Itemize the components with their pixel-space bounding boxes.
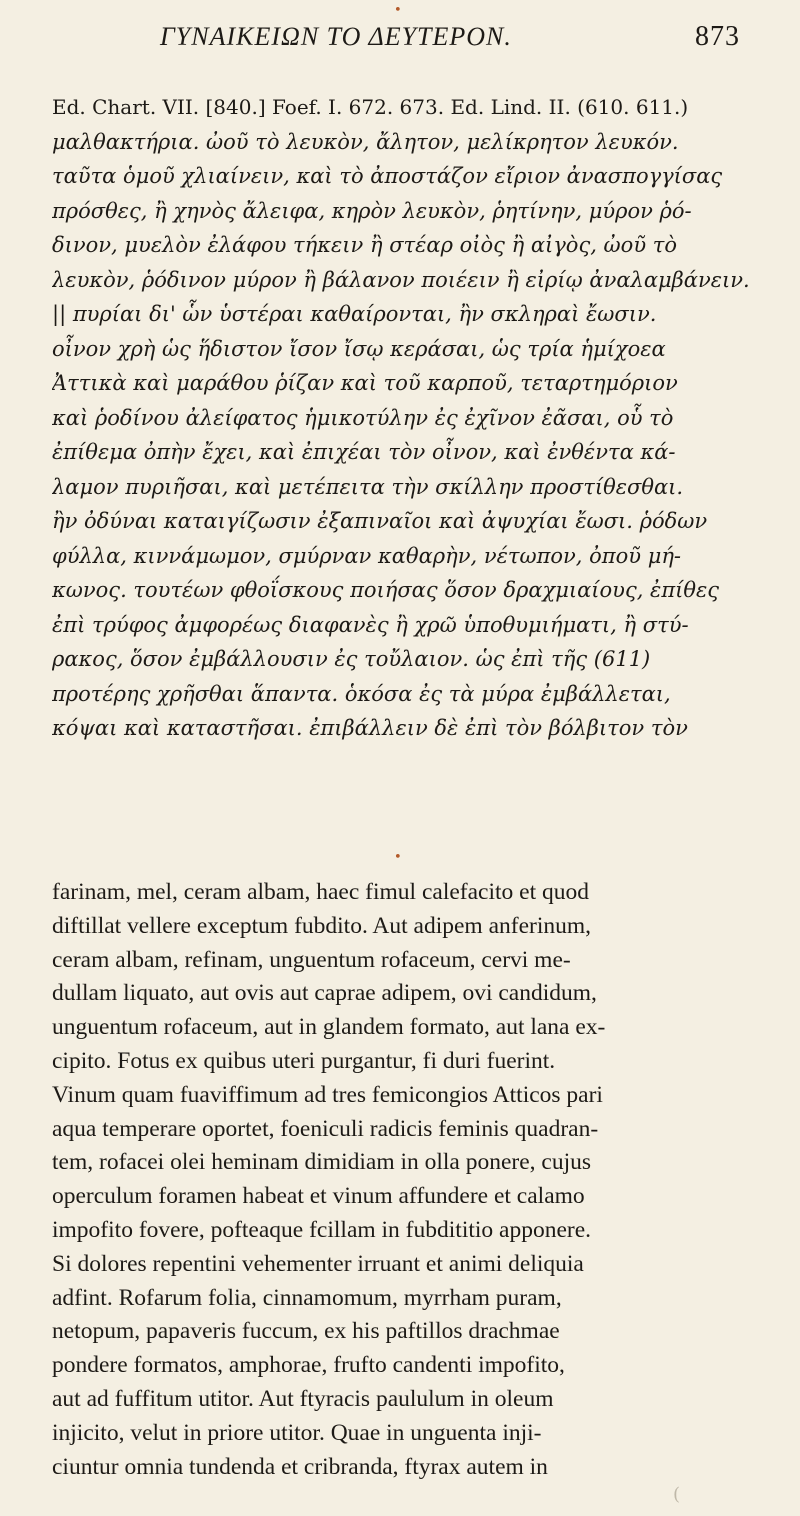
latin-text-line: Vinum quam fuaviffimum ad tres femicongios Atticos pari (52, 1081, 603, 1108)
greek-text-line: ἐπίθεμα ὀπὴν ἔχει, καὶ ἐπιχέαι τὸν οἶνον, καὶ ἐνθέντα κά- (52, 440, 676, 464)
greek-text-line: καὶ ῥοδίνου ἀλείφατος ἡμικοτύλην ἐς ἐχῖνον ἐᾶσαι, οὗ τὸ (52, 405, 674, 430)
latin-text-line: dullam liquato, aut ovis aut caprae adipem, ovi candidum, (52, 980, 597, 1007)
greek-text-line: δινον, μυελὸν ἐλάφου τήκειν ἢ στέαρ οἰὸς ἢ αἰγὸς, ὠοῦ τὸ (52, 233, 678, 257)
printer-mark: • (394, 3, 402, 18)
latin-text-line: ceram albam, refinam, unguentum rofaceum, cervi me- (52, 946, 571, 973)
greek-text-line: ἐπὶ τρύφος ἀμφορέως διαφανὲς ἢ χρῶ ὑποθυμιήματι, ἢ στύ- (52, 612, 689, 637)
latin-text-line: ciuntur omnia tundenda et cribranda, ftyrax autem in (52, 1453, 548, 1480)
latin-text-line: Si dolores repentini vehementer irruant et animi deliquia (52, 1250, 584, 1277)
latin-text-line: operculum foramen habeat et vinum affundere et calamo (52, 1183, 585, 1210)
greek-text-block (52, 90, 757, 746)
latin-text-line: unguentum rofaceum, aut in glandem formato, aut lana ex- (52, 1014, 606, 1041)
latin-text-line: aqua temperare oportet, foeniculi radicis feminis quadran- (52, 1115, 599, 1142)
latin-text-line: aut ad fuffitum utitor. Aut ftyracis paululum in oleum (52, 1385, 554, 1412)
latin-text-line: netopum, papaveris fuccum, ex his paftillos drachmae (52, 1318, 560, 1345)
section-divider-mark: • (394, 850, 402, 865)
greek-text-line: οἶνον χρὴ ὡς ἥδιστον ἴσον ἴσῳ κεράσαι, ὡς τρία ἡμίχοεα (52, 336, 666, 361)
latin-text-line: tem, rofacei olei heminam dimidiam in olla ponere, cujus (52, 1149, 592, 1176)
greek-text-line: Ἀττικὰ καὶ μαράθου ῥίζαν καὶ τοῦ καρποῦ, τεταρτημόριον (52, 371, 678, 395)
greek-text-line: ἢν ὀδύναι καταιγίζωσιν ἐξαπιναῖοι καὶ ἀψυχίαι ἔωσι. ῥόδων (52, 509, 708, 533)
running-head (160, 20, 740, 54)
greek-text-line: κόψαι καὶ καταστῆσαι. ἐπιβάλλειν δὲ ἐπὶ τὸν βόλβιτον τὸν (52, 716, 688, 740)
latin-text-line: impofito fovere, pofteaque fcillam in fubdititio apponere. (52, 1216, 592, 1243)
greek-text-line: Ed. Chart. VII. [840.] Foef. I. 672. 673. Ed. Lind. II. (610. 611.) (52, 95, 689, 119)
page-number: 873 (695, 21, 740, 52)
latin-text-line: cipito. Fotus ex quibus uteri purgantur, fi duri fuerint. (52, 1047, 556, 1074)
greek-text-line: προτέρης χρῆσθαι ἅπαντα. ὁκόσα ἐς τὰ μύρα ἐμβάλλεται, (52, 681, 671, 706)
latin-text-block (52, 876, 757, 1484)
latin-text-line: pondere formatos, amphorae, frufto candenti impofito, (52, 1352, 565, 1379)
greek-text-line: ρακος, ὅσον ἐμβάλλουσιν ἐς τοὔλαιον. ὡς ἐπὶ τῆς (611) (52, 647, 651, 671)
latin-text-line: farinam, mel, ceram albam, haec fimul calefacito et quod (52, 879, 589, 905)
greek-text-line: μαλθακτήρια. ὠοῦ τὸ λευκὸν, ἄλητον, μελίκρητον λευκόν. (52, 129, 679, 154)
greek-text-line: πρόσθες, ἢ χηνὸς ἄλειφα, κηρὸν λευκὸν, ῥητίνην, μύρον ῥό- (52, 198, 692, 223)
greek-text-line: λευκὸν, ῥόδινον μύρον ἢ βάλανον ποιέειν ἢ εἰρίῳ ἀναλαμβάνειν. (52, 267, 750, 292)
latin-text-line: injicito, velut in priore utitor. Quae in unguenta inji- (52, 1419, 542, 1446)
running-title: ΓΥΝΑΙΚΕΙΩΝ ΤΟ ΔΕΥΤΕΡΟΝ. (160, 22, 512, 51)
greek-text-line: κωνος. τουτέων φθοΐσκους ποιήσας ὅσον δραχμιαίους, ἐπίθες (52, 578, 720, 602)
greek-text-line: λαμον πυριῆσαι, καὶ μετέπειτα τὴν σκίλλην προστίθεσθαι. (52, 474, 684, 499)
latin-text-line: adfint. Rofarum folia, cinnamomum, myrrham puram, (52, 1284, 562, 1311)
greek-text-line: φύλλα, κιννάμωμον, σμύρναν καθαρὴν, νέτωπον, ὀποῦ μή- (52, 543, 682, 568)
greek-text-line: || πυρίαι δι' ὧν ὑστέραι καθαίρονται, ἢν σκληραὶ ἔωσιν. (52, 302, 657, 326)
stray-mark: ( (673, 1484, 681, 1505)
greek-text-line: ταῦτα ὁμοῦ χλιαίνειν, καὶ τὸ ἀποστάζον εἴριον ἀνασπογγίσας (52, 164, 723, 188)
latin-text-line: diftillat vellere exceptum fubdito. Aut adipem anferinum, (52, 912, 592, 939)
